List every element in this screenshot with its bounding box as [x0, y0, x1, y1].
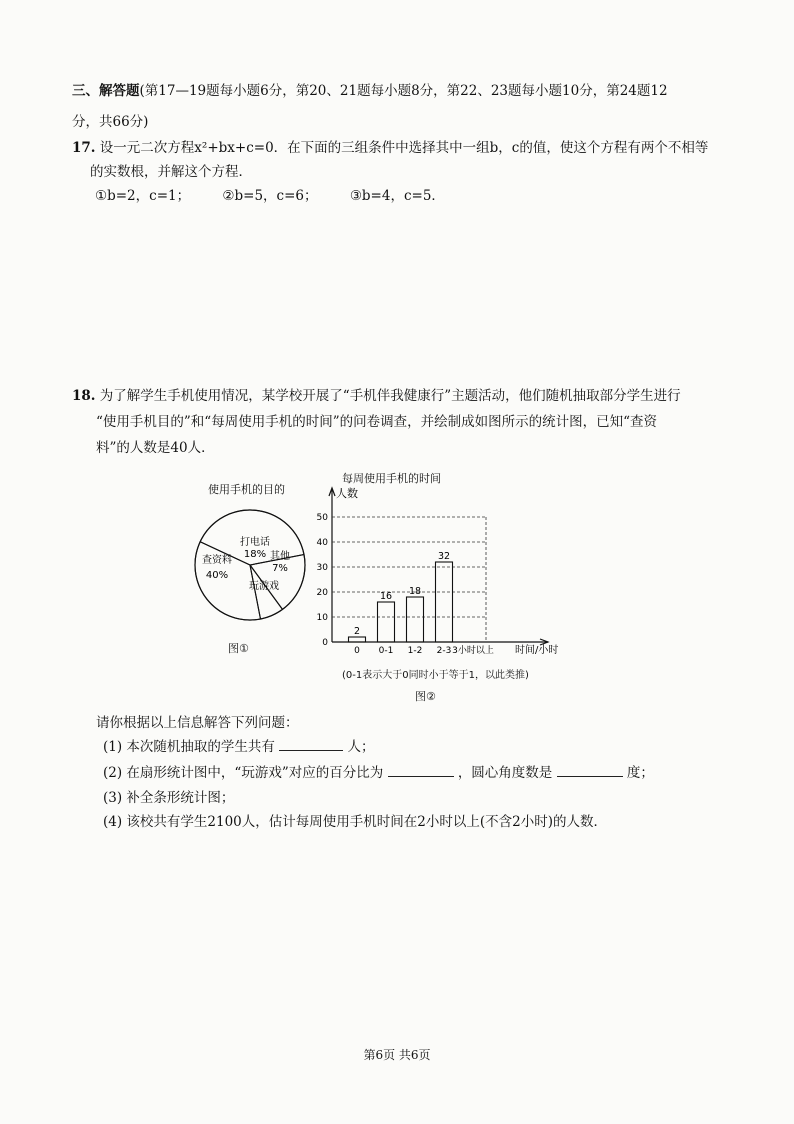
bar-value-label: 2 — [353, 626, 361, 637]
x-tick-label: 3小时以上 — [452, 646, 494, 656]
pie-slice-label: 查资料 — [202, 555, 232, 566]
pie-slice-pct: 7% — [272, 563, 288, 574]
x-axis-label: 时间/小时 — [515, 645, 559, 656]
answer-blank-2[interactable] — [388, 764, 454, 777]
bar — [407, 597, 424, 642]
bar-title: 每周使用手机的时间 — [342, 472, 441, 485]
pie-slice-pct: 40% — [205, 570, 229, 581]
q18-sub1-post: 人； — [347, 739, 375, 755]
q17-options — [95, 187, 473, 205]
answer-blank-1[interactable] — [279, 738, 343, 751]
y-tick-label: 0 — [322, 638, 328, 648]
q17-option-2: ②b=5，c=6； — [222, 188, 318, 204]
x-tick-label: 1-2 — [407, 646, 423, 656]
q18-intro: 请你根据以上信息解答下列问题： — [96, 715, 299, 731]
y-tick-label: 20 — [316, 588, 328, 598]
y-tick-label: 30 — [316, 563, 328, 573]
bar — [349, 637, 366, 642]
x-tick-label: 0-1 — [378, 646, 394, 656]
q17-line1 — [72, 139, 708, 157]
section-title: 三、解答题 — [72, 83, 140, 99]
q18-number: 18. — [72, 388, 96, 404]
q18-sub2 — [103, 764, 654, 782]
bar-value-label: 16 — [379, 591, 393, 602]
q18-sub2-post: 度； — [626, 765, 654, 781]
x-tick-label: 2-3 — [436, 646, 452, 656]
pie-slice-label: 其他 — [270, 551, 290, 562]
q18-sub2-mid: ，圆心角度数是 — [457, 765, 553, 781]
pie-title: 使用手机的目的 — [208, 483, 285, 496]
q18-sub4: (4) 该校共有学生2100人，估计每周使用手机时间在2小时以上(不含2小时)的人数． — [103, 814, 607, 830]
page-footer: 第6页 共6页 — [363, 1048, 431, 1062]
pie-slice-pct: 18% — [243, 549, 267, 560]
bar-chart — [310, 482, 580, 662]
bar-caption: 图② — [415, 690, 436, 703]
q17-option-1: ①b=2，c=1； — [95, 188, 191, 204]
q18-sub2-text: (2) 在扇形统计图中，“玩游戏”对应的百分比为 — [103, 765, 384, 781]
section-header — [72, 82, 668, 100]
q18-sub1 — [103, 738, 375, 756]
bar — [378, 602, 395, 642]
q18-line2: “使用手机目的”和“每周使用手机的时间”的问卷调查，并绘制成如图所示的统计图，已知“查资 — [96, 414, 658, 430]
y-tick-label: 40 — [316, 538, 328, 548]
pie-caption: 图① — [228, 642, 249, 655]
q18-sub3: (3) 补全条形统计图； — [103, 790, 235, 806]
y-tick-label: 50 — [316, 513, 328, 523]
pie-slice-label: 玩游戏 — [249, 581, 279, 592]
section-desc-1: (第17—19题每小题6分，第20、21题每小题8分，第22、23题每小题10分，第24题12 — [139, 83, 668, 99]
q17-line2: 的实数根，并解这个方程． — [90, 164, 252, 180]
y-tick-label: 10 — [316, 613, 328, 623]
q18-line3: 料”的人数是40人． — [96, 440, 215, 456]
y-axis-label: 人数 — [336, 487, 358, 500]
x-tick-label: 0 — [354, 646, 360, 656]
q17-text1: 设一元二次方程x²+bx+c=0．在下面的三组条件中选择其中一组b，c的值，使这个方程有两个不相等 — [99, 140, 709, 156]
answer-blank-3[interactable] — [557, 764, 623, 777]
bar-value-label: 32 — [437, 551, 451, 562]
bar — [436, 562, 453, 642]
section-desc-2: 分，共66分) — [72, 114, 149, 130]
bar-value-label: 18 — [408, 586, 422, 597]
q17-option-3: ③b=4，c=5． — [349, 188, 445, 204]
pie-chart — [185, 500, 315, 630]
q18-text1: 为了解学生手机使用情况，某学校开展了“手机伴我健康行”主题活动，他们随机抽取部分学生进行 — [99, 388, 681, 404]
q17-number: 17. — [72, 140, 96, 156]
q18-sub1-text: (1) 本次随机抽取的学生共有 — [103, 739, 275, 755]
pie-slice-label: 打电话 — [240, 537, 270, 548]
q18-line1 — [72, 387, 681, 405]
bar-note: (0-1表示大于0同时小于等于1，以此类推) — [342, 670, 529, 681]
